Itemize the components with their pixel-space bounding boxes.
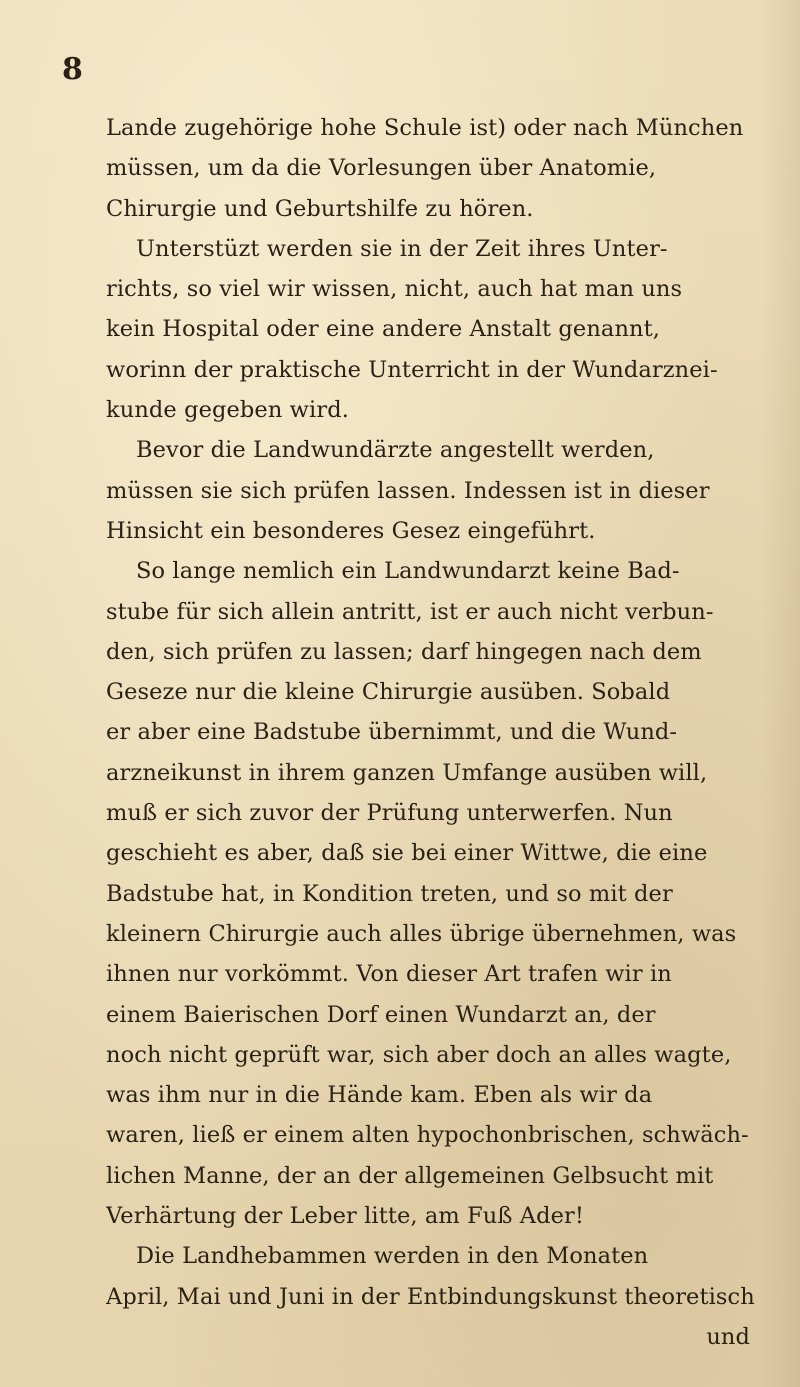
text-line: waren, ließ er einem alten hypochonbrischen, schwäch- <box>106 1122 749 1149</box>
text-line: einem Baierischen Dorf einen Wundarzt an, der <box>106 1001 656 1028</box>
text-line: ihnen nur vorkömmt. Von dieser Art trafen wir in <box>106 961 672 988</box>
body-text <box>106 108 756 1357</box>
text-line: müssen sie sich prüfen lassen. Indessen ist in dieser <box>106 477 710 504</box>
text-line: richts, so viel wir wissen, nicht, auch hat man uns <box>106 276 683 303</box>
text-line: muß er sich zuvor der Prüfung unterwerfen. Nun <box>106 800 673 827</box>
text-line: Hinsicht ein besonderes Gesez eingeführt. <box>106 517 596 544</box>
text-line: So lange nemlich ein Landwundarzt keine Bad- <box>136 558 680 585</box>
text-line: müssen, um da die Vorlesungen über Anatomie, <box>106 155 657 182</box>
page-edge-shadow <box>760 0 800 1387</box>
text-line: noch nicht geprüft war, sich aber doch an alles wagte, <box>106 1041 732 1068</box>
text-line: kunde gegeben wird. <box>106 397 349 424</box>
text-line: geschieht es aber, daß sie bei einer Wittwe, die eine <box>106 840 708 867</box>
text-line: Unterstüzt werden sie in der Zeit ihres Unter- <box>136 235 668 262</box>
text-line: Verhärtung der Leber litte, am Fuß Ader! <box>106 1203 585 1230</box>
text-line: arzneikunst in ihrem ganzen Umfange ausüben will, <box>106 759 708 786</box>
text-line: kein Hospital oder eine andere Anstalt genannt, <box>106 316 661 343</box>
page-number: 8 <box>62 52 83 87</box>
text-line: was ihm nur in die Hände kam. Eben als wir da <box>106 1082 653 1109</box>
text-line: Die Landhebammen werden in den Monaten <box>136 1243 649 1270</box>
text-line: worinn der praktische Unterricht in der Wundarznei- <box>106 356 718 383</box>
text-line: stube für sich allein antritt, ist er auch nicht verbun- <box>106 598 714 625</box>
text-line: April, Mai und Juni in der Entbindungskunst theoretisch <box>106 1283 755 1310</box>
text-line: Chirurgie und Geburtshilfe zu hören. <box>106 195 534 222</box>
text-line: lichen Manne, der an der allgemeinen Gelbsucht mit <box>106 1162 714 1189</box>
text-line: Lande zugehörige hohe Schule ist) oder nach München <box>106 115 744 141</box>
text-line: den, sich prüfen zu lassen; darf hingegen nach dem <box>106 638 702 665</box>
text-line: Geseze nur die kleine Chirurgie ausüben. Sobald <box>106 679 671 706</box>
text-line: Badstube hat, in Kondition treten, und so mit der <box>106 880 673 907</box>
text-line: er aber eine Badstube übernimmt, und die Wund- <box>106 719 678 746</box>
catchword: und <box>706 1323 750 1350</box>
text-line: kleinern Chirurgie auch alles übrige übernehmen, was <box>106 920 737 947</box>
text-line: Bevor die Landwundärzte angestellt werden, <box>136 437 655 464</box>
